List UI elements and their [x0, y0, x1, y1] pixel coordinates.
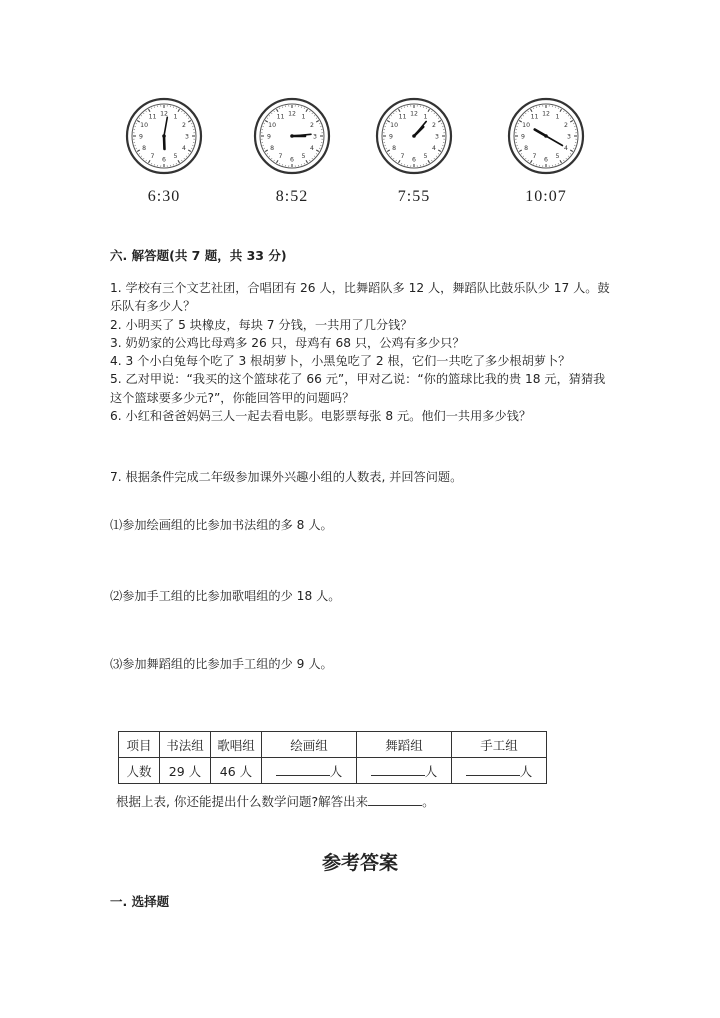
clock-numeral: 3: [435, 133, 439, 141]
clock-1: [124, 96, 204, 206]
followup-text: 根据上表, 你还能提出什么数学问题?解答出来: [116, 794, 369, 809]
question-list: [110, 279, 610, 425]
fill-blank[interactable]: [371, 762, 425, 776]
clock-numeral: 6: [290, 156, 294, 164]
followup-end: 。: [422, 794, 435, 809]
table-row: [119, 758, 547, 784]
clock-numeral: 4: [181, 144, 186, 152]
clock-numeral: 12: [160, 110, 168, 118]
clock-numeral: 6: [412, 156, 416, 164]
clock-center-pin: [412, 134, 416, 138]
clock-numeral: 1: [301, 113, 306, 121]
unit-label: 人: [519, 763, 533, 779]
clock-numeral: 9: [267, 133, 271, 141]
clock-4: [506, 96, 586, 206]
table-row-label: 人数: [119, 758, 160, 784]
clock-numeral: 1: [555, 113, 560, 121]
clock-numeral: 12: [410, 110, 418, 118]
clock-numeral: 8: [270, 144, 275, 152]
clock-face-icon: [252, 96, 332, 176]
clock-center-pin: [290, 134, 294, 138]
clock-numeral: 5: [555, 153, 560, 161]
question-3: 3. 奶奶家的公鸡比母鸡多 26 只，母鸡有 68 只，公鸡有多少只？: [110, 335, 465, 350]
clock-face-icon: [374, 96, 454, 176]
fill-blank[interactable]: [276, 762, 330, 776]
clock-numeral: 3: [313, 133, 317, 141]
clock-numeral: 2: [181, 121, 186, 129]
question-1: 1. 学校有三个文艺社团，合唱团有 26 人，比舞蹈队多 12 人，舞蹈队比鼓乐队少 17 人。鼓乐队有多少人？: [110, 281, 610, 314]
clock-numeral: 5: [423, 153, 428, 161]
clock-numeral: 9: [139, 133, 143, 141]
clock-numeral: 2: [563, 121, 568, 129]
data-table: [118, 731, 547, 784]
question-6: 6. 小红和爸爸妈妈三人一起去看电影。电影票每张 8 元。他们一共用多少钱？: [110, 409, 532, 424]
clock-numeral: 4: [309, 144, 314, 152]
clock-time-label: 6:30: [147, 188, 181, 205]
question-5: 5. 乙对甲说：“我买的这个篮球花了 66 元”，甲对乙说：“你的篮球比我的贵 18 元，猜猜我这个篮球要多少元?”，你能回答甲的问题吗？: [110, 372, 606, 405]
unit-label: 人: [329, 763, 343, 779]
clock-2: [252, 96, 332, 206]
clock-face-icon: [124, 96, 204, 176]
condition-1: ⑴参加绘画组的比参加书法组的多 8 人。: [110, 518, 333, 532]
clock-numeral: 8: [392, 144, 397, 152]
clock-numeral: 11: [398, 113, 407, 121]
clock-numeral: 8: [142, 144, 147, 152]
clock-center-pin: [544, 134, 548, 138]
table-header-cell: 歌唱组: [211, 732, 262, 758]
clock-numeral: 6: [162, 156, 166, 164]
table-header-cell: 手工组: [452, 732, 547, 758]
clock-numeral: 7: [532, 153, 537, 161]
table-cell: 46 人: [211, 758, 262, 784]
clock-numeral: 10: [268, 121, 277, 129]
clock-numeral: 8: [524, 144, 529, 152]
clock-numeral: 7: [278, 153, 283, 161]
clock-numeral: 2: [309, 121, 314, 129]
table-header-cell: 项目: [119, 732, 160, 758]
clock-numeral: 9: [521, 133, 525, 141]
clock-numeral: 11: [530, 113, 539, 121]
table-cell: 29 人: [160, 758, 211, 784]
section-heading: 六. 解答题(共 7 题，共 33 分): [110, 248, 287, 263]
condition-2: ⑵参加手工组的比参加歌唱组的少 18 人。: [110, 589, 341, 603]
clock-numeral: 12: [542, 110, 550, 118]
clock-numeral: 12: [288, 110, 296, 118]
clock-time-label: 7:55: [397, 188, 431, 205]
clock-numeral: 2: [431, 121, 436, 129]
clock-numeral: 10: [390, 121, 399, 129]
fill-blank[interactable]: [466, 762, 520, 776]
table-blank-cell[interactable]: [357, 758, 452, 784]
clock-time-label: 8:52: [275, 188, 309, 205]
clock-numeral: 3: [185, 133, 189, 141]
table-header-cell: 绘画组: [262, 732, 357, 758]
clock-numeral: 5: [173, 153, 178, 161]
clock-numeral: 9: [389, 133, 393, 141]
clock-numeral: 1: [423, 113, 428, 121]
clock-numeral: 7: [150, 153, 155, 161]
table-header-cell: 舞蹈组: [357, 732, 452, 758]
clock-numeral: 4: [563, 144, 568, 152]
table-blank-cell[interactable]: [262, 758, 357, 784]
clock-numeral: 5: [301, 153, 306, 161]
fill-blank[interactable]: [368, 792, 422, 806]
clock-numeral: 6: [544, 156, 548, 164]
unit-label: 人: [424, 763, 438, 779]
clock-face-icon: [506, 96, 586, 176]
table-header-row: [119, 732, 547, 758]
clock-numeral: 4: [431, 144, 436, 152]
answer-title: 参考答案: [321, 852, 398, 874]
clock-numeral: 1: [173, 113, 178, 121]
clock-center-pin: [162, 134, 166, 138]
clock-3: [374, 96, 454, 206]
question-2: 2. 小明买了 5 块橡皮，每块 7 分钱，一共用了几分钱？: [110, 317, 413, 332]
clock-numeral: 3: [567, 133, 571, 141]
condition-3: ⑶参加舞蹈组的比参加手工组的少 9 人。: [110, 657, 333, 671]
table-header-cell: 书法组: [160, 732, 211, 758]
question-4: 4. 3 个小白兔每个吃了 3 根胡萝卜，小黑兔吃了 2 根，它们一共吃了多少根胡萝卜？: [110, 354, 571, 369]
question-7: 7. 根据条件完成二年级参加课外兴趣小组的人数表, 并回答问题。: [110, 470, 463, 484]
clock-numeral: 11: [276, 113, 285, 121]
clock-time-label: 10:07: [525, 188, 567, 205]
clock-numeral: 10: [522, 121, 531, 129]
answer-section-heading: 一. 选择题: [110, 894, 170, 909]
clock-numeral: 11: [148, 113, 157, 121]
clock-numeral: 7: [400, 153, 405, 161]
followup-question: [116, 792, 435, 810]
table-blank-cell[interactable]: [452, 758, 547, 784]
clock-numeral: 10: [140, 121, 149, 129]
